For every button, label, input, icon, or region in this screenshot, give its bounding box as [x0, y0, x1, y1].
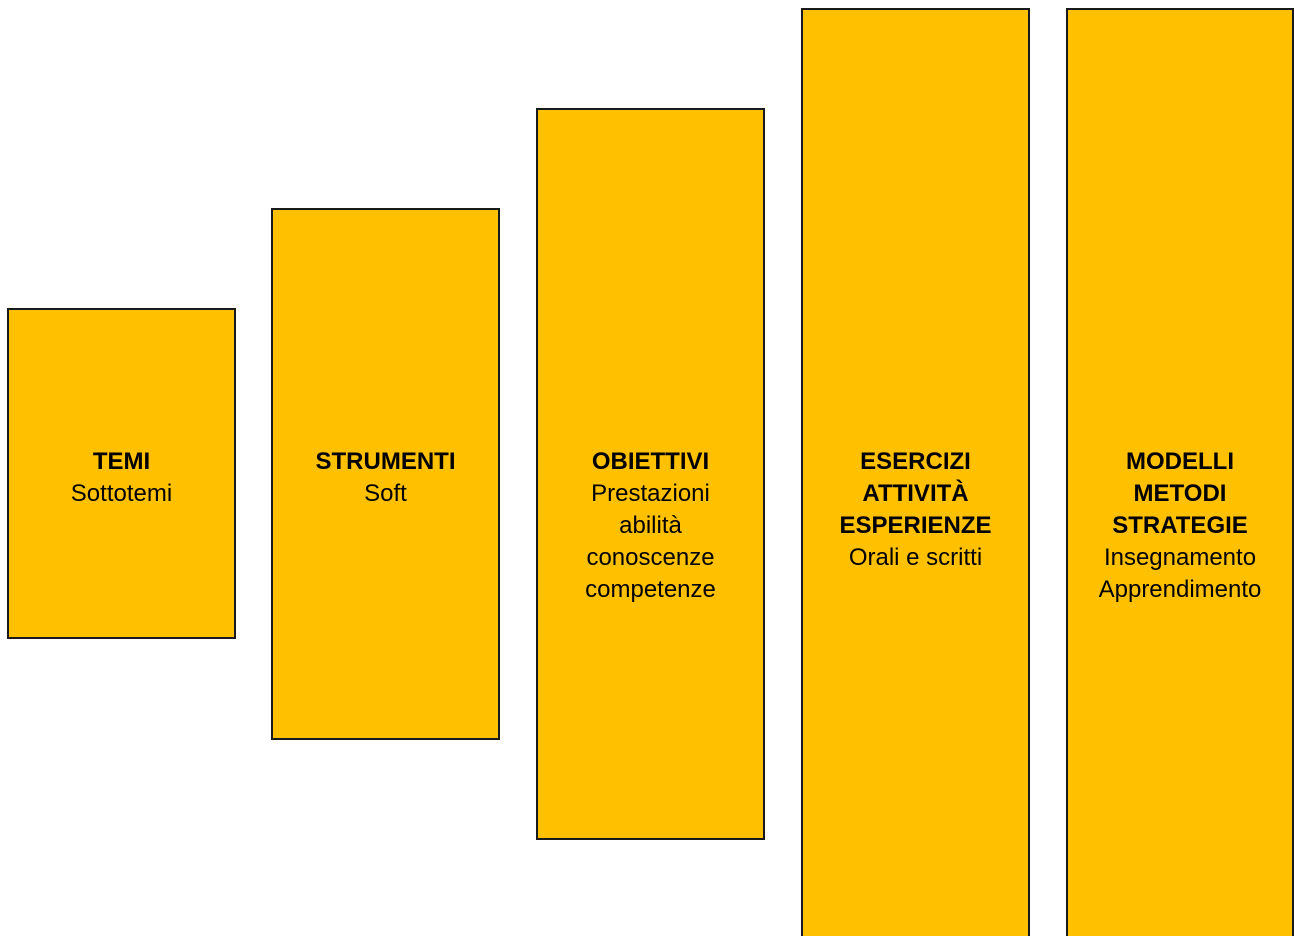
column-temi-text [9, 446, 234, 510]
column-obiettivi-subtitle-2: abilità [619, 512, 682, 539]
column-obiettivi [536, 108, 765, 840]
column-esercizi-subtitle: Orali e scritti [848, 544, 983, 571]
column-strumenti-title: STRUMENTI [315, 448, 456, 475]
column-temi-subtitle: Sottotemi [70, 480, 173, 507]
column-strumenti [271, 208, 500, 740]
column-strumenti-subtitle: Soft [364, 480, 407, 507]
column-obiettivi-subtitle-1: Prestazioni [591, 480, 710, 507]
column-obiettivi-text [538, 446, 763, 606]
column-modelli-title-2: METODI [1133, 480, 1227, 507]
column-obiettivi-title: OBIETTIVI [591, 448, 710, 475]
column-esercizi-title-2: ATTIVITÀ [862, 480, 969, 507]
column-obiettivi-subtitle-3: conoscenze [586, 544, 715, 571]
column-modelli-title-1: MODELLI [1126, 448, 1234, 475]
column-modelli-subtitle-2: Apprendimento [1098, 576, 1262, 603]
column-esercizi-title-1: ESERCIZI [860, 448, 971, 475]
column-modelli-title-3: STRATEGIE [1112, 512, 1248, 539]
column-temi [7, 308, 236, 639]
column-esercizi-title-3: ESPERIENZE [839, 512, 992, 539]
column-temi-title: TEMI [92, 448, 151, 475]
column-obiettivi-subtitle-4: competenze [585, 576, 716, 603]
column-modelli-text [1068, 446, 1292, 606]
column-modelli [1066, 8, 1294, 936]
column-esercizi-text [803, 446, 1028, 574]
column-strumenti-text [273, 446, 498, 510]
column-modelli-subtitle-1: Insegnamento [1103, 544, 1257, 571]
column-esercizi [801, 8, 1030, 936]
